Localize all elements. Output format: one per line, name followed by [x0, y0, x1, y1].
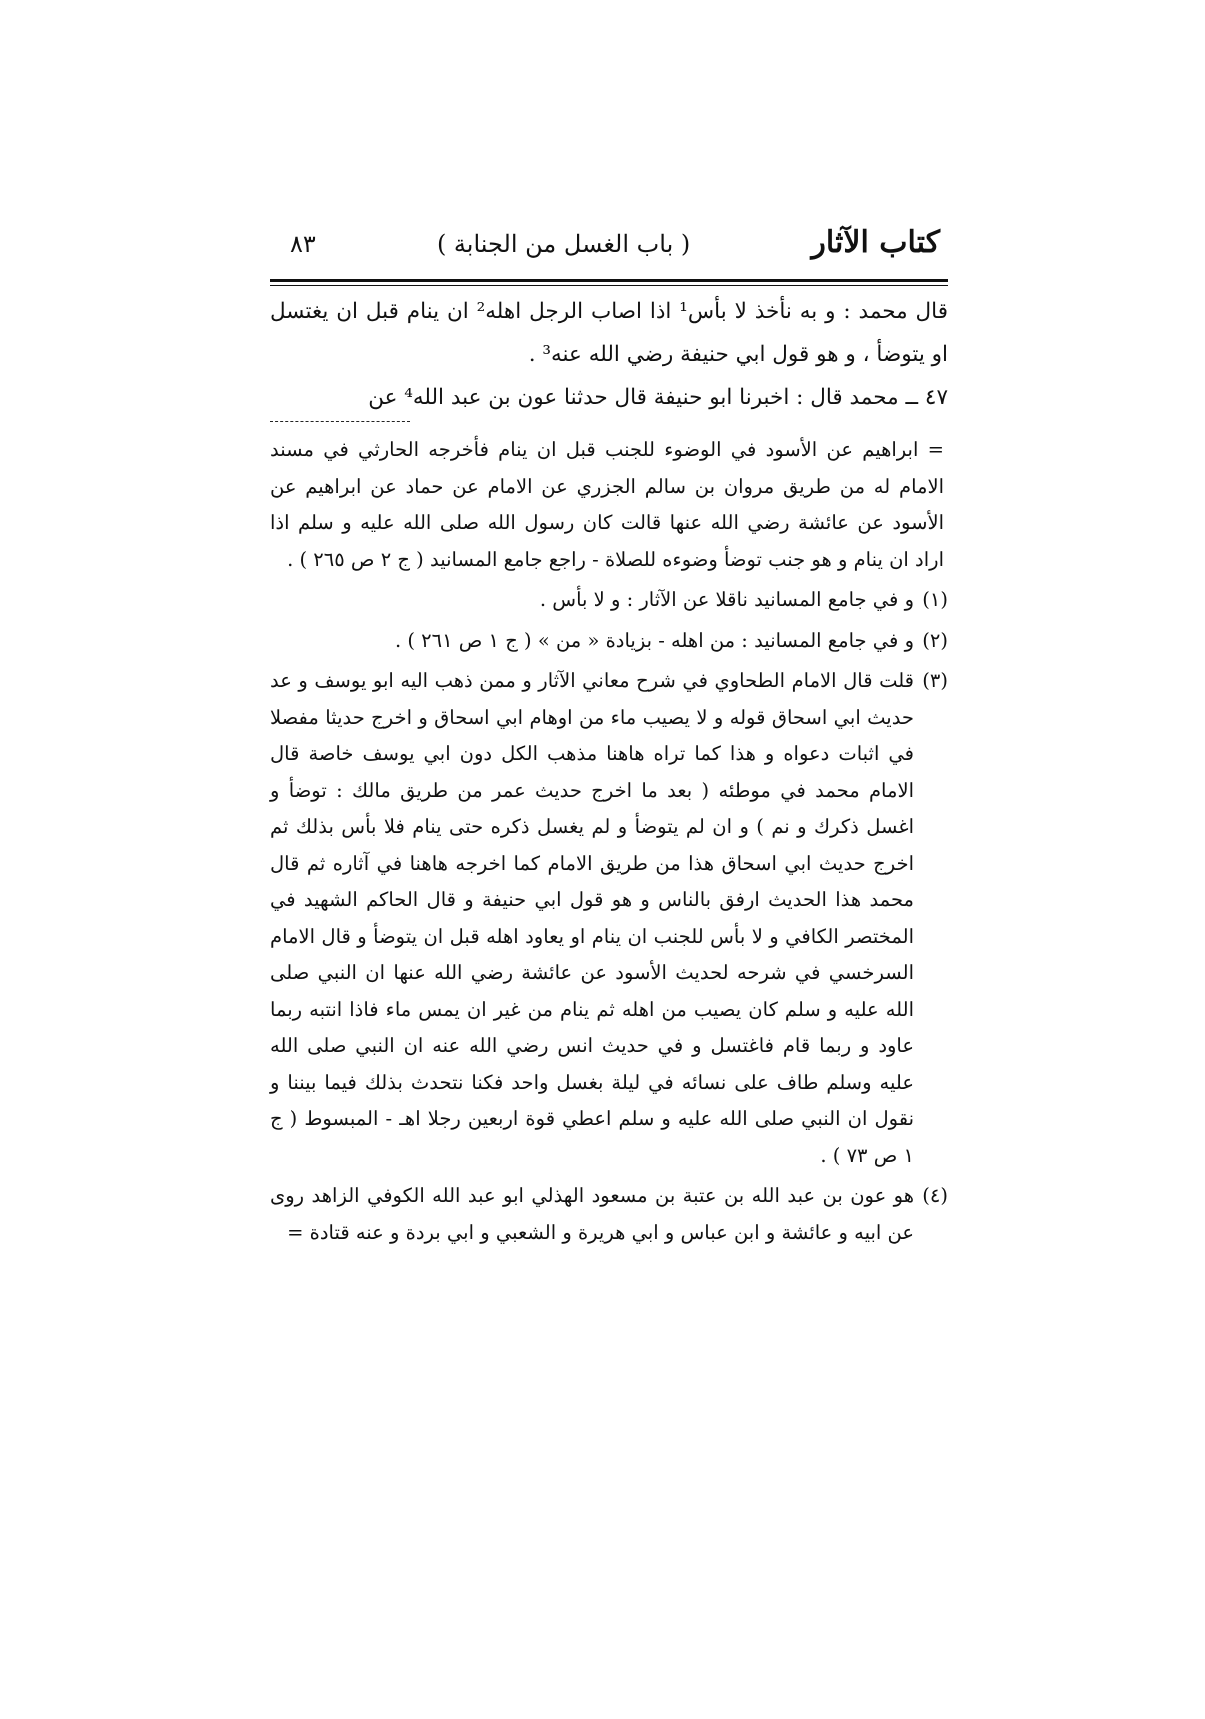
footnote-text: قلت قال الامام الطحاوي في شرح معاني الآثار و ممن ذهب اليه ابو يوسف و عد حديث ابي اسحاق قوله و لا يصيب ماء من اوهام ابي اسحاق و اخرج حديثا مفصلا في اثبات دعواه و هذا كما تراه هاهنا مذهب الكل دون ابي يوسف خاصة قال الامام محمد في موطئه ( بعد ما اخرج حديث عمر من طريق مالك : توضأ و اغسل ذكرك و نم ) و ان لم يتوضأ و لم يغسل ذكره حتى ينام فلا بأس بذلك ثم اخرج حديث ابي اسحاق هذا من طريق الامام كما اخرجه هاهنا في آثاره ثم قال محمد هذا الحديث ارفق بالناس و هو قول ابي حنيفة و قال الحاكم الشهيد في المختصر الكافي و لا بأس للجنب ان ينام او يعاود اهله قبل ان يتوضأ و قال الامام السرخسي في شرحه لحديث الأسود عن عائشة رضي الله عنها ان النبي صلى الله عليه و سلم كان يصيب من اهله ثم ينام من غير ان يمس ماء فاذا انتبه ربما عاود و ربما قام فاغتسل و في حديث انس رضي الله عنه ان النبي صلى الله عليه وسلم طاف على نسائه في ليلة بغسل واحد فكنا نتحدث بذلك فيما بيننا و نقول ان النبي صلى الله عليه و سلم اعطي قوة اربعين رجلا اهـ - المبسوط ( ج ١ ص ٧٣ ) . — [270, 669, 914, 1167]
footnote — [270, 663, 948, 1174]
footnote — [270, 582, 948, 619]
footnote-number: (٢) — [922, 628, 948, 652]
book-title: كتاب الآثار — [811, 225, 940, 260]
footnote — [270, 1178, 948, 1251]
footnote-text: و في جامع المسانيد : من اهله - بزيادة « من » ( ج ١ ص ٢٦١ ) . — [394, 628, 914, 652]
hadith-paragraph: ٤٧ ــ محمد قال : اخبرنا ابو حنيفة قال حدثنا عون بن عبد الله⁴ عن — [368, 385, 948, 410]
footnotes-section — [270, 432, 948, 1251]
footnote — [270, 623, 948, 660]
main-text — [270, 286, 948, 419]
chapter-title: ( باب الغسل من الجنابة ) — [436, 230, 691, 258]
footnote-text: و في جامع المسانيد ناقلا عن الآثار : و لا بأس . — [539, 588, 914, 611]
running-header — [270, 225, 948, 273]
header-rule — [270, 279, 948, 282]
footnote-continuation: = ابراهيم عن الأسود في الوضوء للجنب قبل ان ينام فأخرجه الحارثي في مسند الامام له من طريق مروان بن سالم الجزري عن الامام عن حماد عن ابراهيم عن الأسود عن عائشة رضي الله عنها قالت كان رسول الله صلى الله عليه و سلم اذا اراد ان ينام و هو جنب توضأ وضوءه للصلاة - راجع جامع المسانيد ( ج ٢ ص ٢٦٥ ) . — [270, 438, 944, 571]
footnote-text: هو عون بن عبد الله بن عتبة بن مسعود الهذلي ابو عبد الله الكوفي الزاهد روى عن ابيه و عائشة و ابن عباس و ابي هريرة و الشعبي و ابي بردة و عنه قتادة = — [270, 1184, 914, 1244]
footnote-separator — [270, 421, 410, 422]
page-number: ٨٣ — [290, 230, 316, 258]
footnote-number: (٣) — [922, 669, 948, 692]
footnote-number: (٤) — [922, 1184, 948, 1207]
document-page — [270, 225, 948, 1251]
footnote-number: (١) — [922, 588, 948, 611]
main-paragraph: قال محمد : و به نأخذ لا بأس¹ اذا اصاب الرجل اهله² ان ينام قبل ان يغتسل او يتوضأ ، و هو قول ابي حنيفة رضي الله عنه³ . — [270, 299, 948, 367]
